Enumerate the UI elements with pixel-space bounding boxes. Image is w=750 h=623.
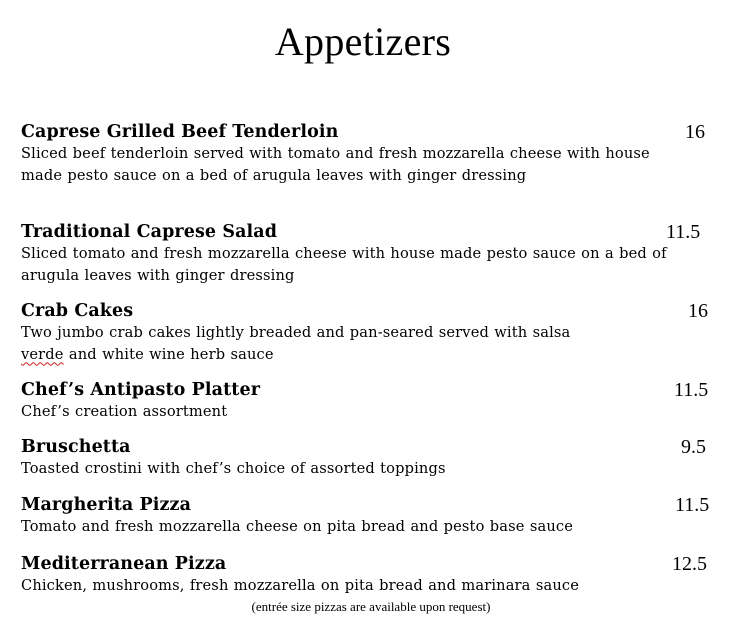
item-description: Toasted crostini with chef’s choice of assorted toppings bbox=[21, 460, 446, 477]
item-description-line-1: Two jumbo crab cakes lightly breaded and pan-seared served with salsa bbox=[21, 324, 571, 341]
menu-item-mediterranean-pizza bbox=[21, 553, 721, 597]
item-name: Margherita Pizza bbox=[21, 495, 192, 515]
item-description-line-2 bbox=[21, 344, 721, 366]
item-price: 11.5 bbox=[666, 221, 701, 243]
item-name: Traditional Caprese Salad bbox=[21, 222, 278, 242]
item-price: 11.5 bbox=[675, 494, 710, 516]
menu-item-margherita-pizza bbox=[21, 494, 721, 538]
item-description: Sliced beef tenderloin served with tomato and fresh mozzarella cheese with house made pesto sauce on a bed of arugula leaves with ginger dressing bbox=[21, 145, 650, 184]
item-description: Tomato and fresh mozzarella cheese on pita bread and pesto base sauce bbox=[21, 518, 574, 535]
item-price: 16 bbox=[685, 121, 705, 143]
item-price: 16 bbox=[688, 300, 708, 322]
menu-item-chefs-antipasto-platter bbox=[21, 379, 721, 423]
menu-item-bruschetta bbox=[21, 436, 721, 480]
item-price: 12.5 bbox=[672, 553, 707, 575]
item-name: Bruschetta bbox=[21, 437, 131, 457]
item-name: Crab Cakes bbox=[21, 301, 134, 321]
menu-item-crab-cakes bbox=[21, 300, 721, 365]
item-name: Chef’s Antipasto Platter bbox=[21, 380, 261, 400]
menu-item-traditional-caprese-salad bbox=[21, 221, 721, 286]
item-description: Chicken, mushrooms, fresh mozzarella on pita bread and marinara sauce bbox=[21, 577, 579, 594]
item-price: 9.5 bbox=[681, 436, 706, 458]
item-name: Mediterranean Pizza bbox=[21, 554, 227, 574]
menu-title: Appetizers bbox=[274, 19, 452, 64]
item-description-line-2-rest: and white wine herb sauce bbox=[63, 345, 274, 363]
item-price: 11.5 bbox=[674, 379, 709, 401]
footnote: (entrée size pizzas are available upon request) bbox=[251, 599, 491, 614]
item-description: Chef’s creation assortment bbox=[21, 403, 228, 420]
item-name: Caprese Grilled Beef Tenderloin bbox=[21, 122, 339, 142]
spellcheck-flagged-word[interactable]: verde bbox=[21, 345, 64, 363]
menu-item-caprese-grilled-beef-tenderloin bbox=[21, 121, 721, 186]
item-description: Sliced tomato and fresh mozzarella cheese with house made pesto sauce on a bed of arugula leaves with ginger dressing bbox=[21, 245, 667, 284]
